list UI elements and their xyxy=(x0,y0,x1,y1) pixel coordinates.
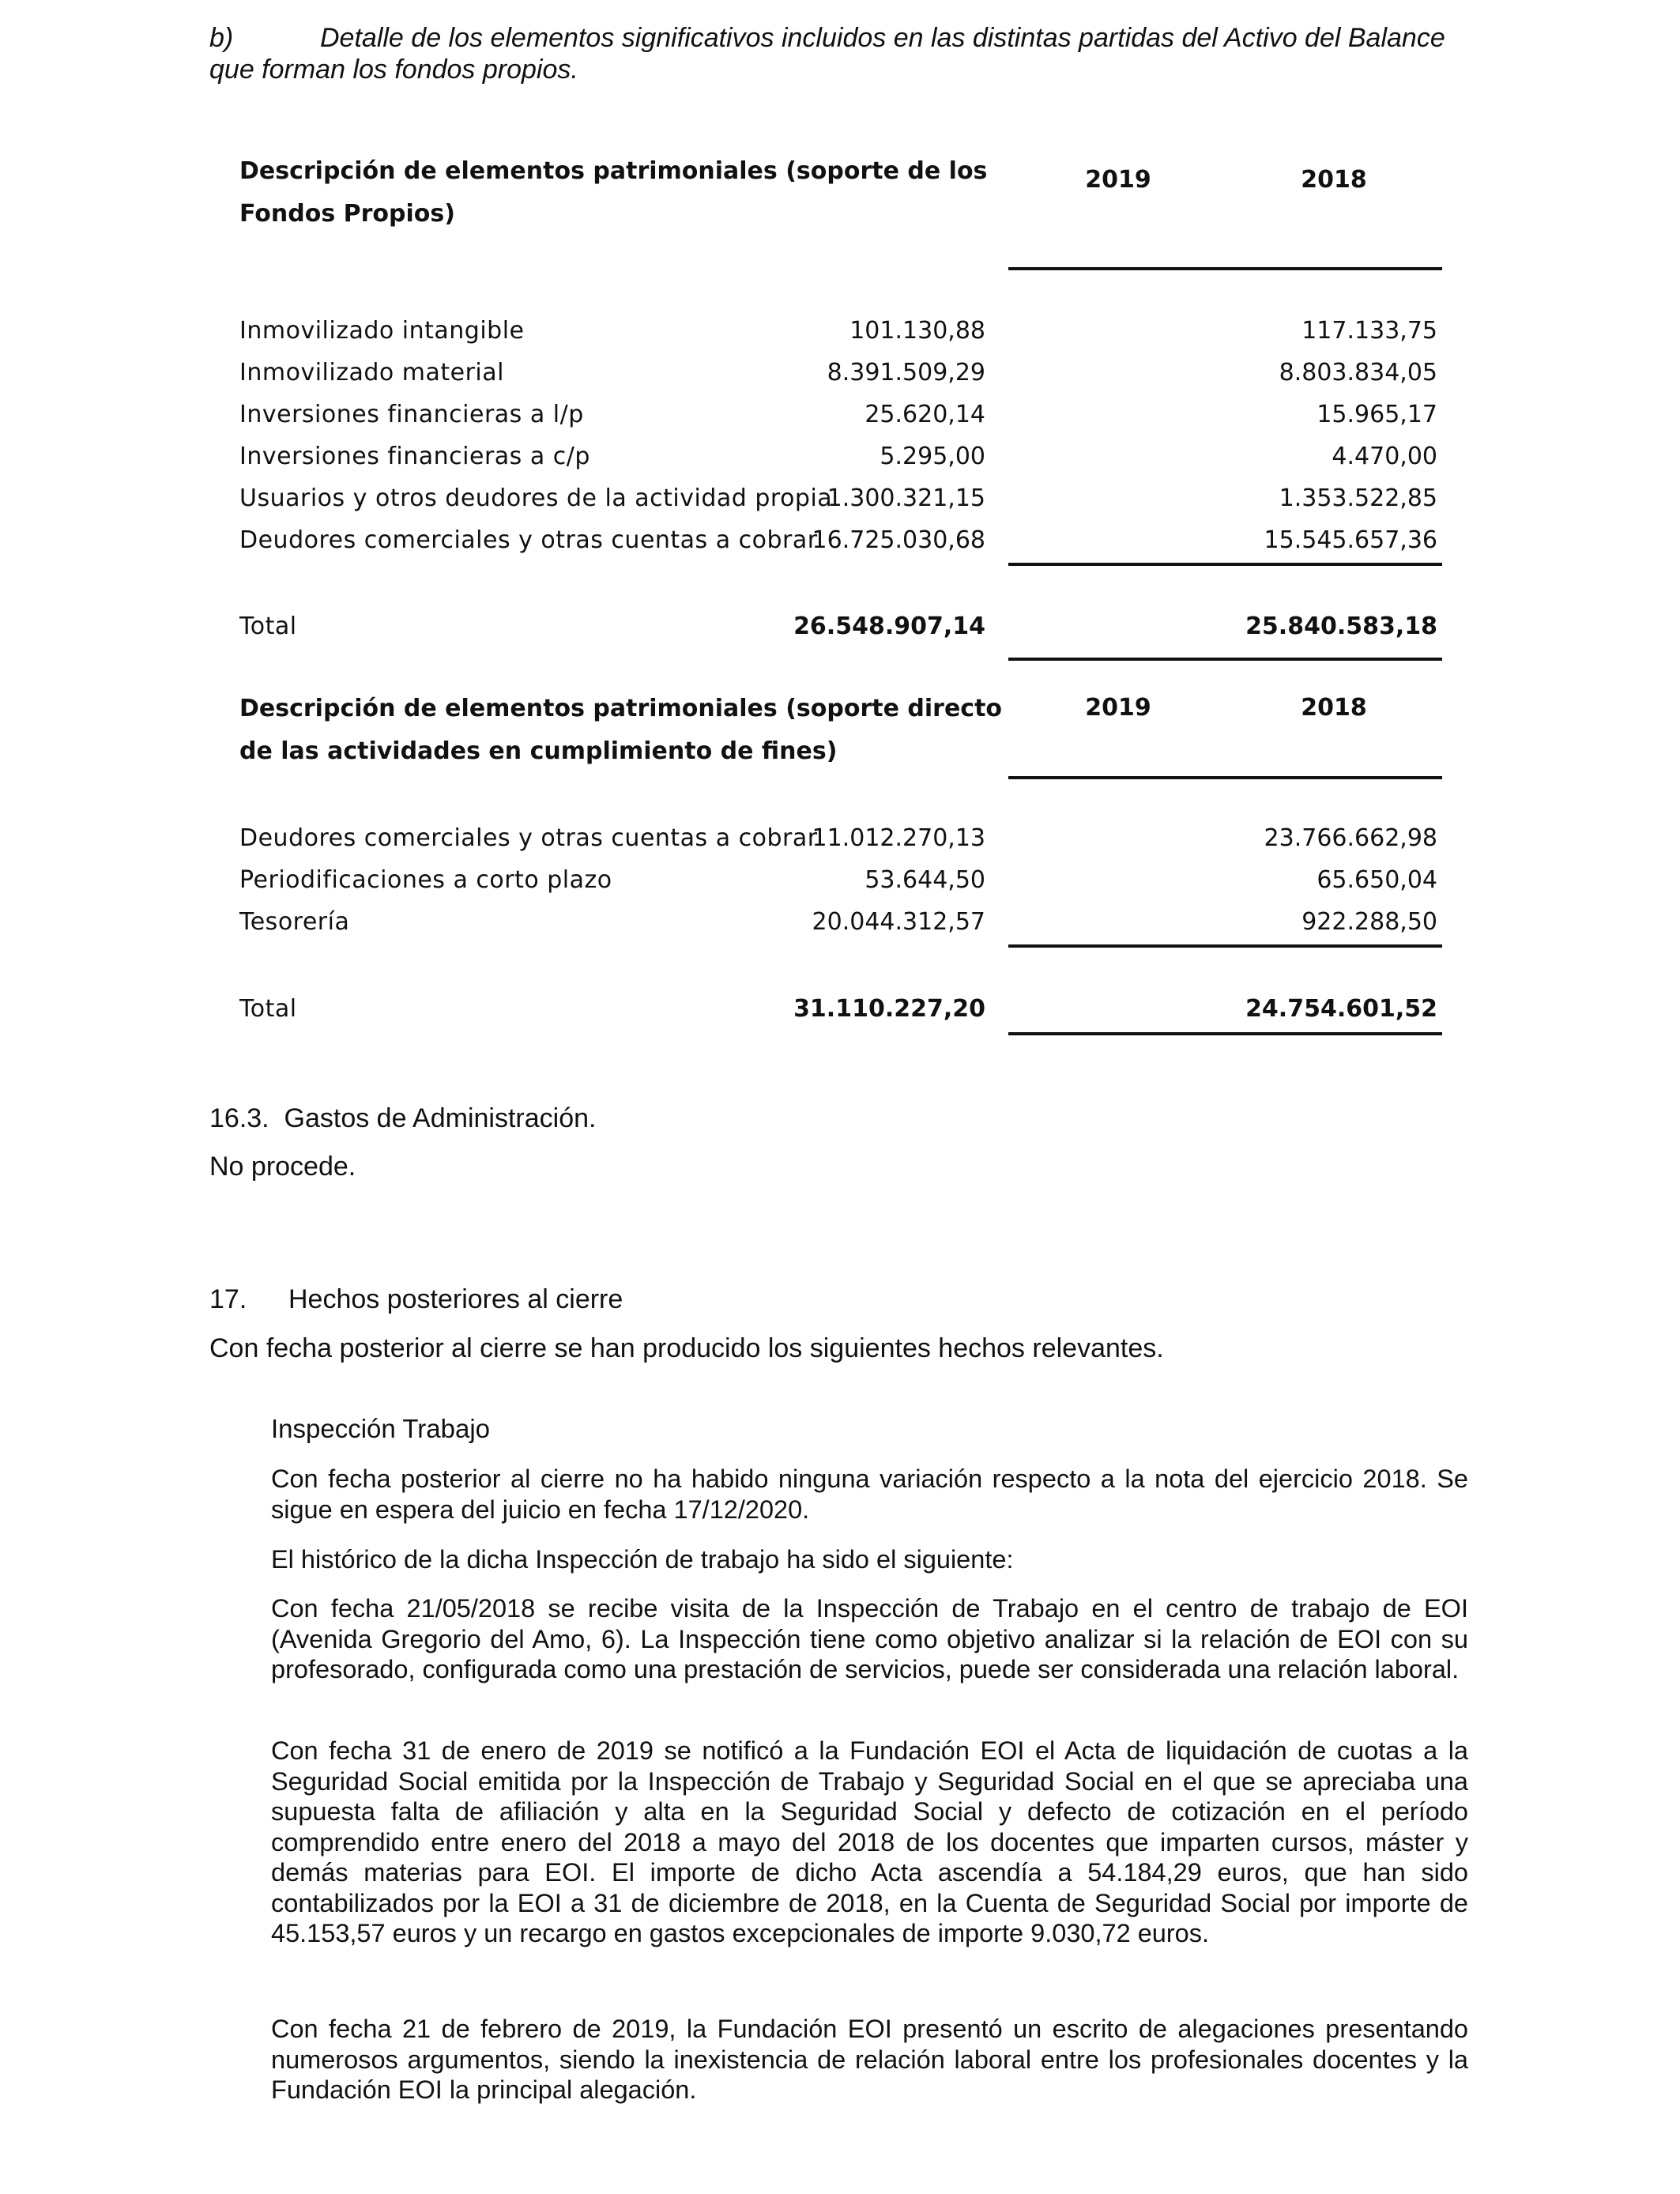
value-2018: 922.288,50 xyxy=(1301,908,1437,936)
table-row xyxy=(239,477,1442,519)
table-actividades xyxy=(239,688,1442,1043)
intro-label: b) xyxy=(209,23,234,53)
value-2018: 23.766.662,98 xyxy=(1264,824,1437,852)
table-row xyxy=(239,310,1442,352)
table1-year-2018: 2018 xyxy=(1301,166,1367,194)
table-total-row xyxy=(239,988,1442,1030)
section-17-intro: Con fecha posterior al cierre se han producido los siguientes hechos relevantes. xyxy=(209,1333,1164,1363)
table2-header-rule xyxy=(1008,776,1442,779)
table2-header-line-2: de las actividades en cumplimiento de fines) xyxy=(239,737,838,765)
row-label: Inversiones financieras a l/p xyxy=(239,401,584,428)
value-2019: 25.620,14 xyxy=(864,401,985,428)
value-2019: 5.295,00 xyxy=(880,443,985,470)
total-label: Total xyxy=(239,613,297,640)
table1-subtotal-rule xyxy=(1008,563,1442,566)
table2-subtotal-rule xyxy=(1008,944,1442,948)
total-2019: 31.110.227,20 xyxy=(793,995,985,1023)
total-2018: 25.840.583,18 xyxy=(1245,613,1437,640)
table2-header-line-1: Descripción de elementos patrimoniales (soporte directo xyxy=(239,695,1003,722)
table1-header-line-2: Fondos Propios) xyxy=(239,200,455,228)
row-label: Inmovilizado intangible xyxy=(239,317,525,345)
table-row xyxy=(239,352,1442,394)
paragraph-2: El histórico de la dicha Inspección de trabajo ha sido el siguiente: xyxy=(271,1545,1014,1574)
table-row xyxy=(239,394,1442,435)
row-label: Periodificaciones a corto plazo xyxy=(239,866,612,894)
paragraph-4: Con fecha 31 de enero de 2019 se notificó a la Fundación EOI el Acta de liquidación de cuotas a la Seguridad Social emitida por la Inspección de Trabajo y Seguridad Social en el que se apreciaba una supuesta falta de afiliación y alta en la Seguridad Social y defecto de cotización en el período comprendido entre enero del 2018 a mayo del 2018 de los docentes que imparten cursos, máster y demás materias para EOI. El importe de dicho Acta ascendía a 54.184,29 euros, que han sido contabilizados por la EOI a 31 de diciembre de 2018, en la Cuenta de Seguridad Social por importe de 45.153,57 euros y un recargo en gastos excepcionales de importe 9.030,72 euros. xyxy=(271,1736,1468,1947)
intro-paragraph xyxy=(209,22,1474,85)
value-2019: 16.725.030,68 xyxy=(812,526,985,554)
table-row xyxy=(239,435,1442,477)
table1-header-line-1: Descripción de elementos patrimoniales (soporte de los xyxy=(239,157,988,185)
row-label: Inversiones financieras a c/p xyxy=(239,443,590,470)
table2-year-2019: 2019 xyxy=(1085,694,1151,722)
value-2018: 117.133,75 xyxy=(1301,317,1437,345)
total-label: Total xyxy=(239,995,297,1023)
total-2019: 26.548.907,14 xyxy=(793,613,985,640)
value-2018: 15.965,17 xyxy=(1317,401,1437,428)
paragraph-3: Con fecha 21/05/2018 se recibe visita de la Inspección de Trabajo en el centro de trabajo de EOI (Avenida Gregorio del Amo, 6). La Inspección tiene como objetivo analizar si la relación de EOI con su profesorado, configurada como una prestación de servicios, puede ser considerada una relación laboral. xyxy=(271,1594,1468,1683)
value-2018: 4.470,00 xyxy=(1332,443,1437,470)
section-17-title: Hechos posteriores al cierre xyxy=(288,1284,623,1314)
table1-header-rule xyxy=(1008,267,1442,270)
table2-total-rule xyxy=(1008,1032,1442,1035)
section-16-3-text: No procede. xyxy=(209,1152,356,1182)
table-fondos-propios xyxy=(239,150,1442,640)
table-row xyxy=(239,901,1442,943)
row-label: Tesorería xyxy=(239,908,350,936)
value-2019: 101.130,88 xyxy=(849,317,985,345)
value-2018: 1.353.522,85 xyxy=(1279,484,1437,512)
table2-year-2018: 2018 xyxy=(1301,694,1367,722)
row-label: Deudores comerciales y otras cuentas a cobrar xyxy=(239,824,818,852)
row-label: Inmovilizado material xyxy=(239,359,504,386)
intro-line-2: que forman los fondos propios. xyxy=(209,55,578,85)
value-2018: 8.803.834,05 xyxy=(1279,359,1437,386)
table-row xyxy=(239,859,1442,901)
value-2019: 1.300.321,15 xyxy=(827,484,985,512)
table-row xyxy=(239,817,1442,859)
value-2019: 11.012.270,13 xyxy=(812,824,985,852)
value-2019: 20.044.312,57 xyxy=(812,908,985,936)
value-2019: 53.644,50 xyxy=(864,866,985,894)
total-2018: 24.754.601,52 xyxy=(1245,995,1437,1023)
value-2019: 8.391.509,29 xyxy=(827,359,985,386)
value-2018: 15.545.657,36 xyxy=(1264,526,1437,554)
paragraph-1: Con fecha posterior al cierre no ha habido ninguna variación respecto a la nota del ejercicio 2018. Se sigue en espera del juicio en fecha 17/12/2020. xyxy=(271,1465,1468,1524)
paragraph-5: Con fecha 21 de febrero de 2019, la Fundación EOI presentó un escrito de alegaciones presentando numerosos argumentos, siendo la inexistencia de relación laboral entre los profesionales docentes y la Fundación EOI la principal alegación. xyxy=(271,2015,1468,2104)
table-total-row xyxy=(239,605,1442,647)
value-2018: 65.650,04 xyxy=(1317,866,1437,894)
table1-year-2019: 2019 xyxy=(1085,166,1151,194)
table1-total-rule xyxy=(1008,658,1442,661)
intro-line-1: Detalle de los elementos significativos incluidos en las distintas partidas del Activo del Balance xyxy=(320,23,1445,53)
section-17-number: 17. xyxy=(209,1284,247,1314)
row-label: Deudores comerciales y otras cuentas a cobrar xyxy=(239,526,818,554)
row-label: Usuarios y otros deudores de la actividad propia xyxy=(239,484,833,512)
section-16-3-heading: 16.3. Gastos de Administración. xyxy=(209,1103,597,1133)
table-row xyxy=(239,519,1442,561)
subheading-inspeccion-trabajo: Inspección Trabajo xyxy=(271,1414,491,1443)
